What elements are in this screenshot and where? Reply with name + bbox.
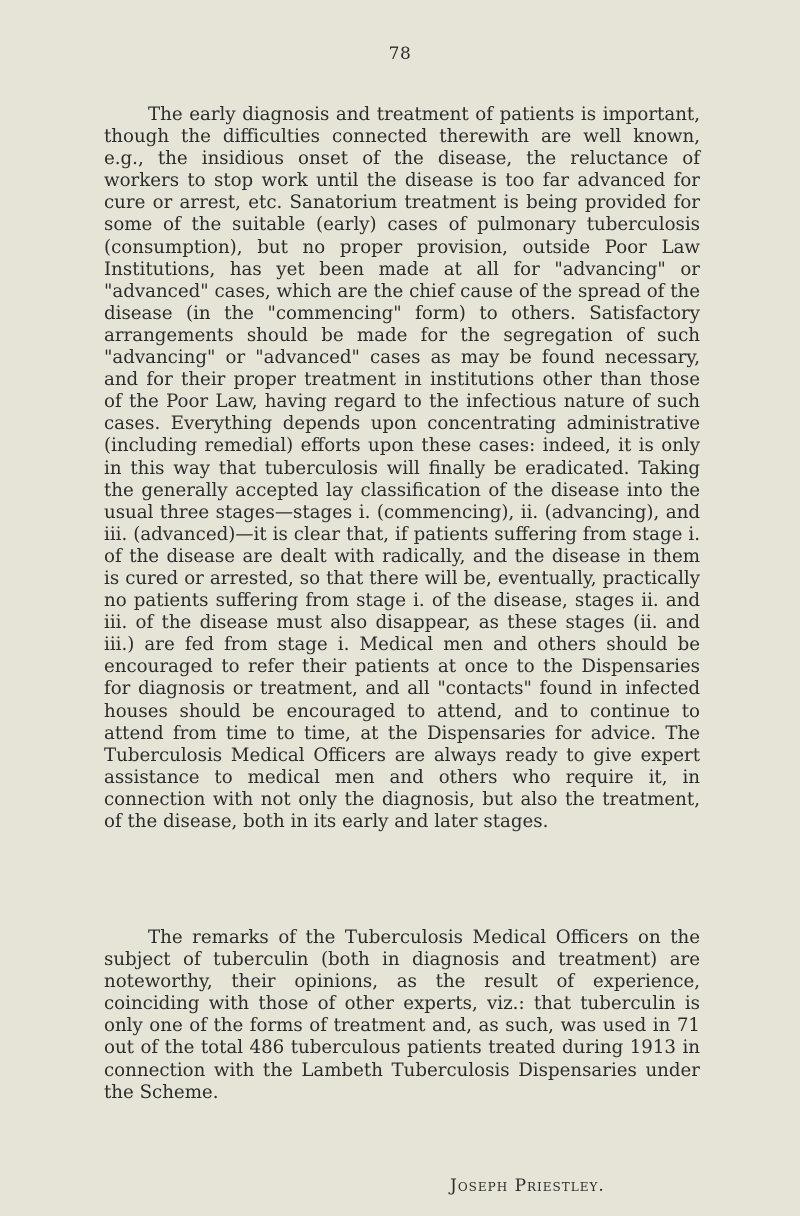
paragraph-tuberculin-remarks: The remarks of the Tuberculosis Medical Officers on the subject of tuberculin (both in diagnosis and treatment) are noteworthy, their opinions, as the result of experience, coinciding with those of other experts, viz.: that tuberculin is only one of the forms of treatment and, as such, was used in 71 out of the total 486 tuberculous patients treated during 1913 in connection with the Lambeth Tuberculosis Dispensaries under the Scheme. <box>104 927 700 1103</box>
page-number: 78 <box>388 44 412 64</box>
signature: Joseph Priestley. <box>450 1176 605 1196</box>
paragraph-early-diagnosis: The early diagnosis and treatment of patients is important, though the difficulties connected therewith are well known, e.g., the insidious onset of the disease, the reluctance of workers to stop work until the disease is too far advanced for cure or arrest, etc. Sanatorium treatment is being provided for some of the suitable (early) cases of pulmonary tuberculosis (consumption), but no proper provision, outside Poor Law Institutions, has yet been made at all for "advancing" or "advanced" cases, which are the chief cause of the spread of the disease (in the "commencing" form) to others. Satisfactory arrangements should be made for the segregation of such "advancing" or "advanced" cases as may be found necessary, and for their proper treatment in institutions other than those of the Poor Law, having regard to the infectious nature of such cases. Everything depends upon concentrating administrative (including remedial) efforts upon these cases: indeed, it is only in this way that tuberculosis will finally be eradicated. Taking the generally accepted lay classification of the disease into the usual three stages—stages i. (commencing), ii. (advancing), and iii. (advanced)—it is clear that, if patients suffering from stage i. of the disease are dealt with radically, and the disease in them is cured or arrested, so that there will be, eventually, practically no patients suffering from stage i. of the disease, stages ii. and iii. of the disease must also disappear, as these stages (ii. and iii.) are fed from stage i. Medical men and others should be encouraged to refer their patients at once to the Dispensaries for diagnosis or treatment, and all "contacts" found in infected houses should be encouraged to attend, and to continue to attend from time to time, at the Dispensaries for advice. The Tuberculosis Medical Officers are always ready to give expert assistance to medical men and others who require it, in connection with not only the diagnosis, but also the treatment, of the disease, both in its early and later stages. <box>104 104 700 832</box>
